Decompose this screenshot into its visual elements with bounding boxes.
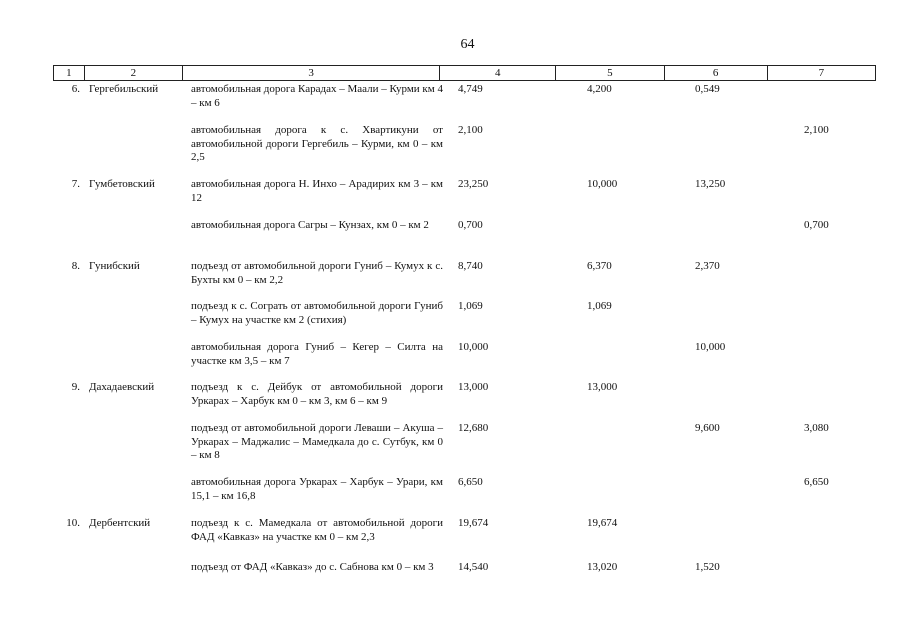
- value-col-7: 2,100: [804, 124, 829, 136]
- district-name: Гергебильский: [89, 83, 159, 95]
- value-col-5: 1,069: [587, 300, 612, 312]
- district-name: Дербентский: [89, 517, 151, 529]
- value-col-6: 13,250: [695, 178, 726, 190]
- road-description: автомобильная дорога Уркарах – Харбук – Урари, км 15,1 – км 16,8: [191, 476, 443, 502]
- value-col-5: 4,200: [587, 83, 612, 95]
- value-col-4: 1,069: [458, 300, 483, 312]
- road-description: подъезд к с. Сограть от автомобильной дороги Гуниб – Кумух на участке км 2 (стихия): [191, 300, 443, 326]
- row-number: 6.: [71, 83, 80, 95]
- value-col-5: 10,000: [587, 178, 618, 190]
- district-name: Гумбетовский: [89, 178, 155, 190]
- district-name: Гунибский: [89, 260, 140, 272]
- value-col-5: 13,020: [587, 561, 618, 573]
- page-number: 64: [460, 37, 475, 52]
- row-number: 7.: [71, 178, 80, 190]
- value-col-5: 6,370: [587, 260, 612, 272]
- value-col-6: 2,370: [695, 260, 720, 272]
- header-col-3: 3: [183, 66, 440, 80]
- row-number: 9.: [71, 381, 80, 393]
- value-col-4: 2,100: [458, 124, 483, 136]
- value-col-6: 0,549: [695, 83, 720, 95]
- road-description: автомобильная дорога к с. Хвартикуни от автомобильной дороги Гергебиль – Курми, км 0 – км 2,5: [191, 124, 443, 163]
- table-header: [53, 65, 876, 81]
- road-description: автомобильная дорога Гуниб – Кегер – Силта на участке км 3,5 – км 7: [191, 341, 443, 367]
- value-col-7: 3,080: [804, 422, 829, 434]
- road-description: автомобильная дорога Н. Инхо – Арадирих км 3 – км 12: [191, 178, 443, 204]
- value-col-4: 0,700: [458, 219, 483, 231]
- value-col-7: 6,650: [804, 476, 829, 488]
- road-description: автомобильная дорога Карадах – Маали – Курми км 4 – км 6: [191, 83, 443, 109]
- row-number: 10.: [66, 517, 80, 529]
- district-name: Дахадаевский: [89, 381, 155, 393]
- road-description: автомобильная дорога Сагры – Кунзах, км 0 – км 2: [191, 219, 429, 231]
- road-description: подъезд к с. Дейбук от автомобильной дороги Уркарах – Харбук км 0 – км 3, км 6 – км 9: [191, 381, 443, 407]
- road-description: подъезд к с. Мамедкала от автомобильной дороги ФАД «Кавказ» на участке км 0 – км 2,3: [191, 517, 443, 543]
- value-col-7: 0,700: [804, 219, 829, 231]
- header-col-4: 4: [440, 66, 556, 80]
- value-col-4: 10,000: [458, 341, 489, 353]
- value-col-6: 1,520: [695, 561, 720, 573]
- row-number: 8.: [71, 260, 80, 272]
- value-col-4: 23,250: [458, 178, 489, 190]
- value-col-4: 19,674: [458, 517, 489, 529]
- header-col-6: 6: [665, 66, 768, 80]
- value-col-4: 4,749: [458, 83, 483, 95]
- value-col-4: 8,740: [458, 260, 483, 272]
- header-col-1: 1: [54, 66, 85, 80]
- value-col-4: 13,000: [458, 381, 489, 393]
- header-col-5: 5: [556, 66, 664, 80]
- value-col-6: 10,000: [695, 341, 726, 353]
- value-col-4: 12,680: [458, 422, 489, 434]
- value-col-5: 13,000: [587, 381, 618, 393]
- value-col-4: 6,650: [458, 476, 483, 488]
- value-col-4: 14,540: [458, 561, 489, 573]
- value-col-5: 19,674: [587, 517, 618, 529]
- road-description: подъезд от автомобильной дороги Леваши – Акуша – Уркарах – Маджалис – Мамедкала до с. Сутбук, км 0 – км 8: [191, 422, 443, 461]
- header-col-7: 7: [818, 67, 825, 79]
- value-col-6: 9,600: [695, 422, 720, 434]
- road-description: подъезд от автомобильной дороги Гуниб – Кумух к с. Бухты км 0 – км 2,2: [191, 260, 443, 286]
- header-col-2: 2: [85, 66, 183, 80]
- road-description: подъезд от ФАД «Кавказ» до с. Сабнова км 0 – км 3: [191, 561, 434, 573]
